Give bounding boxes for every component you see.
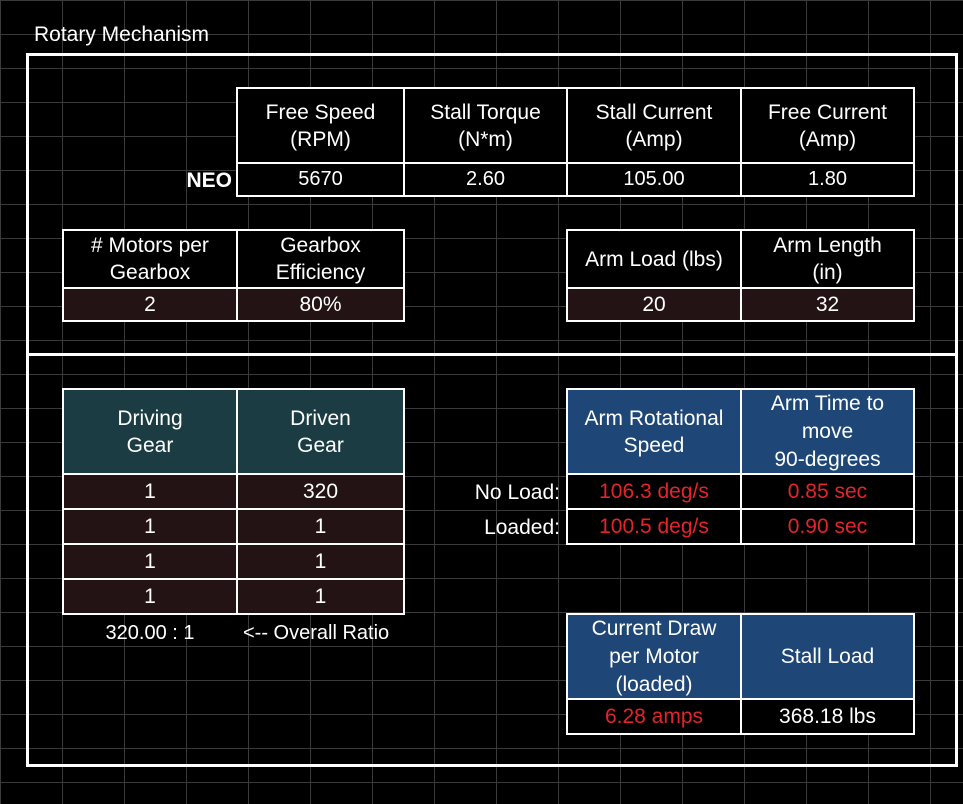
loaded-time-value: 0.90 sec (740, 508, 915, 545)
stall-torque-value[interactable]: 2.60 (403, 162, 568, 197)
no-load-time-value: 0.85 sec (740, 473, 915, 510)
driving-gear-input[interactable]: 1 (62, 508, 238, 545)
stall-load-value: 368.18 lbs (740, 698, 915, 735)
stall-load-header: Stall Load (740, 613, 915, 700)
arm-load-input[interactable]: 20 (566, 287, 742, 322)
stall-current-value[interactable]: 105.00 (566, 162, 742, 197)
free-current-value[interactable]: 1.80 (740, 162, 915, 197)
driving-gear-input[interactable]: 1 (62, 473, 238, 510)
stall-current-header: Stall Current (Amp) (566, 87, 742, 164)
motor-name-label: NEO (186, 168, 232, 192)
current-draw-value: 6.28 amps (566, 698, 742, 735)
free-current-header: Free Current (Amp) (740, 87, 915, 164)
driven-gear-input[interactable]: 1 (236, 543, 405, 580)
current-draw-header: Current Draw per Motor (loaded) (566, 613, 742, 700)
driven-gear-input[interactable]: 1 (236, 508, 405, 545)
arm-time-header: Arm Time to move 90-degrees (740, 388, 915, 475)
driven-gear-input[interactable]: 320 (236, 473, 405, 510)
overall-ratio-value: 320.00 : 1 (105, 622, 195, 644)
loaded-speed-value: 100.5 deg/s (566, 508, 742, 545)
overall-ratio-label: <-- Overall Ratio (243, 622, 390, 644)
loaded-label: Loaded: (484, 515, 560, 539)
free-speed-header: Free Speed (RPM) (236, 87, 405, 164)
motors-per-gearbox-input[interactable]: 2 (62, 287, 238, 322)
gearbox-efficiency-input[interactable]: 80% (236, 287, 405, 322)
no-load-speed-value: 106.3 deg/s (566, 473, 742, 510)
no-load-label: No Load: (474, 480, 560, 504)
sheet-title: Rotary Mechanism (34, 23, 210, 46)
driving-gear-header: Driving Gear (62, 388, 238, 475)
arm-rotational-speed-header: Arm Rotational Speed (566, 388, 742, 475)
gearbox-efficiency-header: Gearbox Efficiency (236, 229, 405, 289)
driven-gear-header: Driven Gear (236, 388, 405, 475)
motors-per-gearbox-header: # Motors per Gearbox (62, 229, 238, 289)
driving-gear-input[interactable]: 1 (62, 578, 238, 615)
stall-torque-header: Stall Torque (N*m) (403, 87, 568, 164)
free-speed-value[interactable]: 5670 (236, 162, 405, 197)
arm-length-header: Arm Length (in) (740, 229, 915, 289)
arm-length-input[interactable]: 32 (740, 287, 915, 322)
driving-gear-input[interactable]: 1 (62, 543, 238, 580)
driven-gear-input[interactable]: 1 (236, 578, 405, 615)
arm-load-header: Arm Load (lbs) (566, 229, 742, 289)
